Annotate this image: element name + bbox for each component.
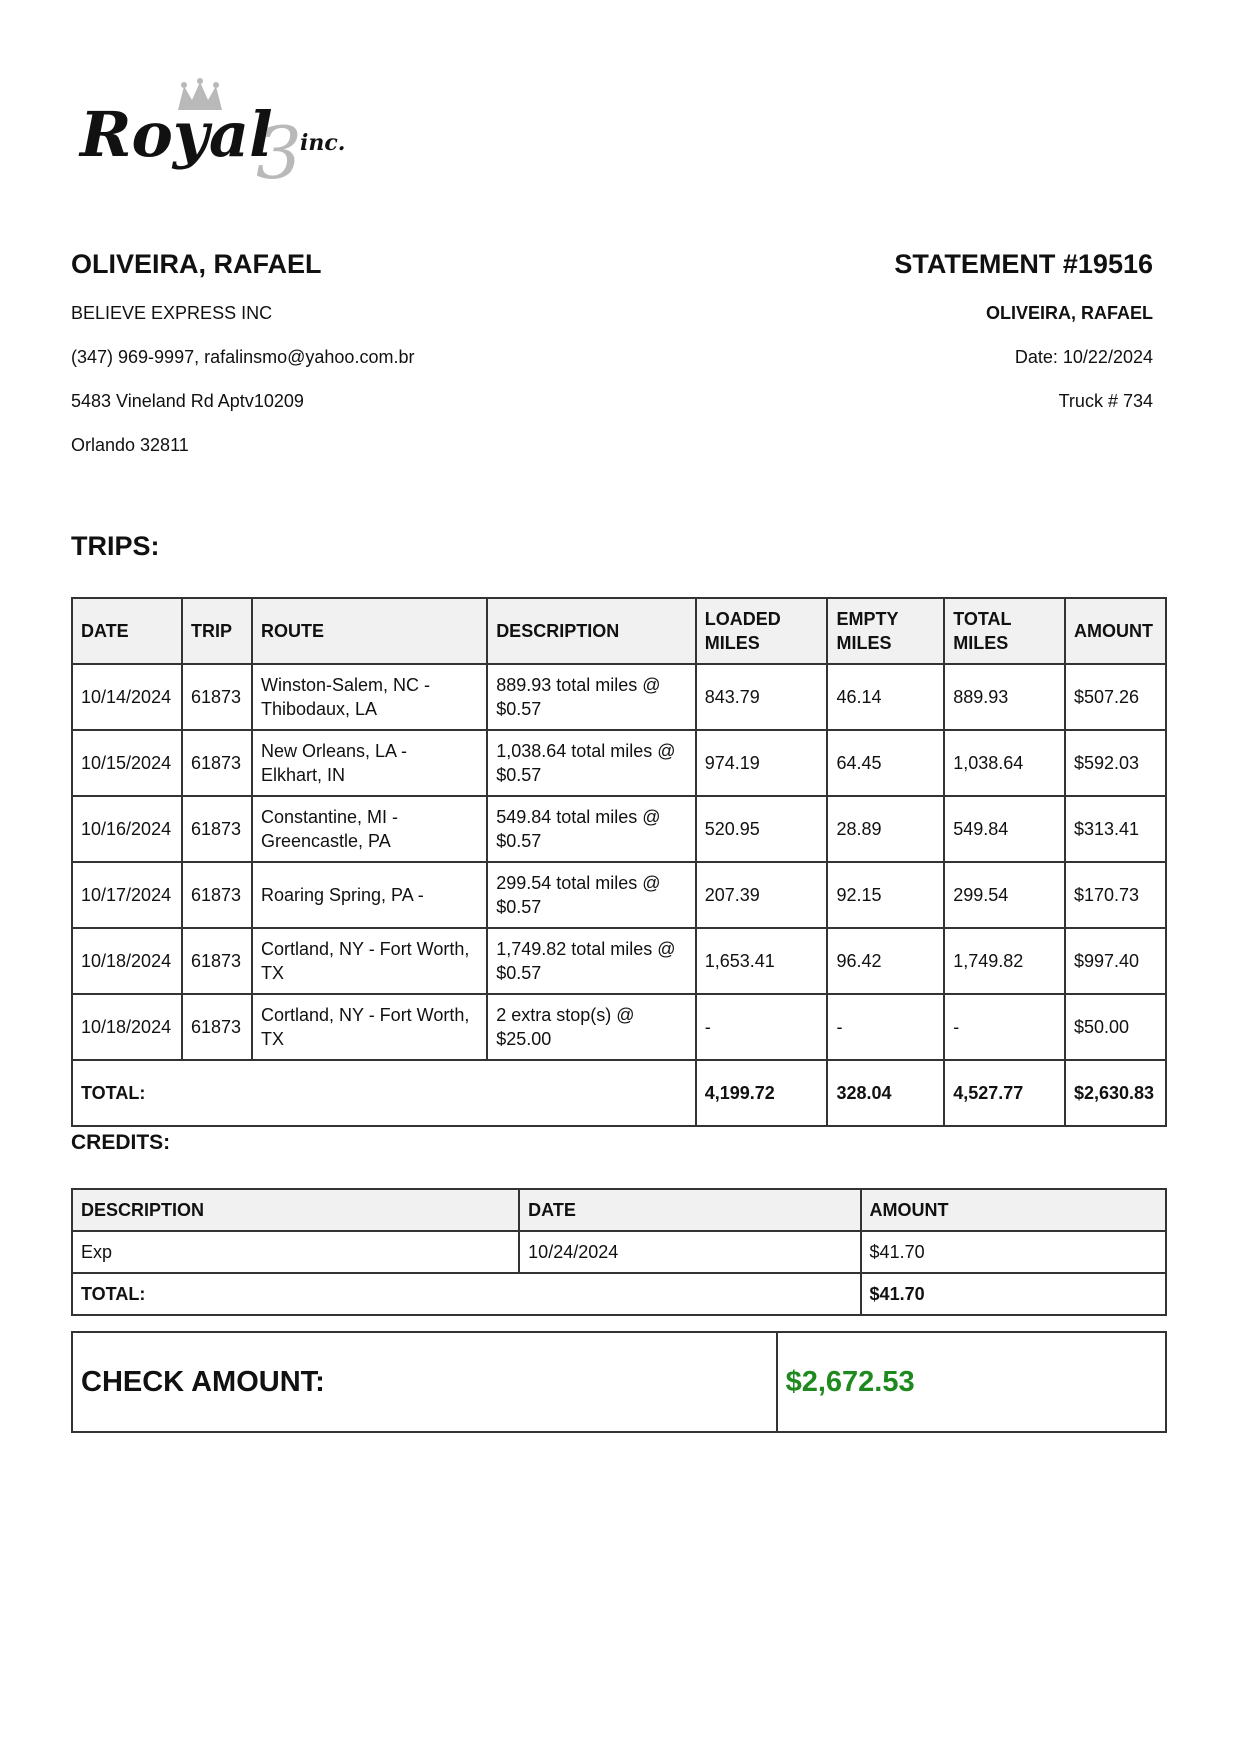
cell-date: 10/18/2024 — [72, 928, 182, 994]
trips-table — [71, 597, 1167, 1127]
check-amount-value: $2,672.53 — [777, 1332, 1166, 1432]
driver-name: OLIVEIRA, RAFAEL — [71, 249, 322, 279]
cell-total: 889.93 — [944, 664, 1065, 730]
col-header-date: DATE — [72, 598, 182, 664]
trips-total-empty: 328.04 — [827, 1060, 944, 1126]
cell-date: 10/15/2024 — [72, 730, 182, 796]
credits-title: CREDITS: — [71, 1131, 171, 1154]
trips-total-amount: $2,630.83 — [1065, 1060, 1166, 1126]
cell-loaded: - — [696, 994, 828, 1060]
logo-main-text: Royal — [80, 98, 273, 171]
cell-total: 1,038.64 — [944, 730, 1065, 796]
cell-loaded: 520.95 — [696, 796, 828, 862]
statement-header — [71, 248, 1153, 456]
cell-amount: $313.41 — [1065, 796, 1166, 862]
cell-trip: 61873 — [182, 994, 252, 1060]
cell-description: 2 extra stop(s) @ $25.00 — [487, 994, 696, 1060]
cell-empty: 96.42 — [827, 928, 944, 994]
col-header-amount: AMOUNT — [861, 1189, 1166, 1231]
cell-amount: $50.00 — [1065, 994, 1166, 1060]
cell-trip: 61873 — [182, 796, 252, 862]
cell-amount: $507.26 — [1065, 664, 1166, 730]
col-header-date: DATE — [519, 1189, 860, 1231]
cell-trip: 61873 — [182, 730, 252, 796]
cell-route: Winston-Salem, NC - Thibodaux, LA — [252, 664, 487, 730]
table-row — [72, 862, 1166, 928]
trips-total-loaded: 4,199.72 — [696, 1060, 828, 1126]
cell-loaded: 207.39 — [696, 862, 828, 928]
statement-title: STATEMENT #19516 — [894, 249, 1153, 279]
driver-address: 5483 Vineland Rd Aptv10209 — [71, 391, 304, 411]
cell-empty: 28.89 — [827, 796, 944, 862]
credits-total-label: TOTAL: — [72, 1273, 861, 1315]
cell-empty: 92.15 — [827, 862, 944, 928]
cell-route: New Orleans, LA - Elkhart, IN — [252, 730, 487, 796]
trips-header-row — [72, 598, 1166, 664]
cell-empty: 46.14 — [827, 664, 944, 730]
statement-date: Date: 10/22/2024 — [1014, 347, 1153, 367]
table-row — [72, 664, 1166, 730]
cell-total: 549.84 — [944, 796, 1065, 862]
credits-header-row — [72, 1189, 1166, 1231]
credits-table — [71, 1188, 1167, 1316]
cell-empty: - — [827, 994, 944, 1060]
credits-total-row — [72, 1273, 1166, 1315]
table-row — [72, 796, 1166, 862]
col-header-description: DESCRIPTION — [72, 1189, 519, 1231]
table-row — [72, 928, 1166, 994]
cell-empty: 64.45 — [827, 730, 944, 796]
cell-trip: 61873 — [182, 664, 252, 730]
col-header-total-miles: TOTAL MILES — [944, 598, 1065, 664]
cell-description: Exp — [72, 1231, 519, 1273]
logo-numeral: 3 — [256, 111, 302, 188]
cell-total: - — [944, 994, 1065, 1060]
cell-description: 889.93 total miles @ $0.57 — [487, 664, 696, 730]
trips-total-miles: 4,527.77 — [944, 1060, 1065, 1126]
driver-city: Orlando 32811 — [71, 435, 189, 455]
cell-loaded: 1,653.41 — [696, 928, 828, 994]
driver-company: BELIEVE EXPRESS INC — [71, 303, 273, 323]
col-header-trip: TRIP — [182, 598, 252, 664]
check-amount-label: CHECK AMOUNT: — [72, 1332, 777, 1432]
cell-route: Cortland, NY - Fort Worth, TX — [252, 994, 487, 1060]
cell-date: 10/24/2024 — [519, 1231, 860, 1273]
cell-description: 1,038.64 total miles @ $0.57 — [487, 730, 696, 796]
cell-date: 10/17/2024 — [72, 862, 182, 928]
col-header-loaded-miles: LOADED MILES — [696, 598, 828, 664]
cell-total: 1,749.82 — [944, 928, 1065, 994]
credits-total-amount: $41.70 — [861, 1273, 1166, 1315]
driver-contact: (347) 969-9997, rafalinsmo@yahoo.com.br — [71, 347, 415, 367]
cell-amount: $997.40 — [1065, 928, 1166, 994]
check-amount-box — [71, 1331, 1167, 1433]
cell-trip: 61873 — [182, 928, 252, 994]
cell-route: Roaring Spring, PA - — [252, 862, 487, 928]
table-row — [72, 1231, 1166, 1273]
trips-title: TRIPS: — [71, 531, 160, 561]
col-header-route: ROUTE — [252, 598, 487, 664]
table-row — [72, 730, 1166, 796]
cell-description: 549.84 total miles @ $0.57 — [487, 796, 696, 862]
cell-route: Constantine, MI - Greencastle, PA — [252, 796, 487, 862]
cell-route: Cortland, NY - Fort Worth, TX — [252, 928, 487, 994]
cell-loaded: 843.79 — [696, 664, 828, 730]
cell-loaded: 974.19 — [696, 730, 828, 796]
truck-number: Truck # 734 — [1058, 391, 1153, 411]
cell-trip: 61873 — [182, 862, 252, 928]
company-logo — [78, 78, 378, 188]
cell-description: 299.54 total miles @ $0.57 — [487, 862, 696, 928]
trips-total-label: TOTAL: — [72, 1060, 696, 1126]
cell-amount: $41.70 — [861, 1231, 1166, 1273]
cell-date: 10/14/2024 — [72, 664, 182, 730]
col-header-description: DESCRIPTION — [487, 598, 696, 664]
cell-amount: $592.03 — [1065, 730, 1166, 796]
logo-suffix: inc. — [300, 130, 346, 156]
cell-amount: $170.73 — [1065, 862, 1166, 928]
statement-info — [894, 248, 1153, 456]
trips-total-row — [72, 1060, 1166, 1126]
col-header-amount: AMOUNT — [1065, 598, 1166, 664]
cell-date: 10/16/2024 — [72, 796, 182, 862]
col-header-empty-miles: EMPTY MILES — [827, 598, 944, 664]
statement-name: OLIVEIRA, RAFAEL — [985, 303, 1153, 323]
table-row — [72, 994, 1166, 1060]
driver-info — [71, 248, 414, 456]
cell-date: 10/18/2024 — [72, 994, 182, 1060]
cell-description: 1,749.82 total miles @ $0.57 — [487, 928, 696, 994]
cell-total: 299.54 — [944, 862, 1065, 928]
